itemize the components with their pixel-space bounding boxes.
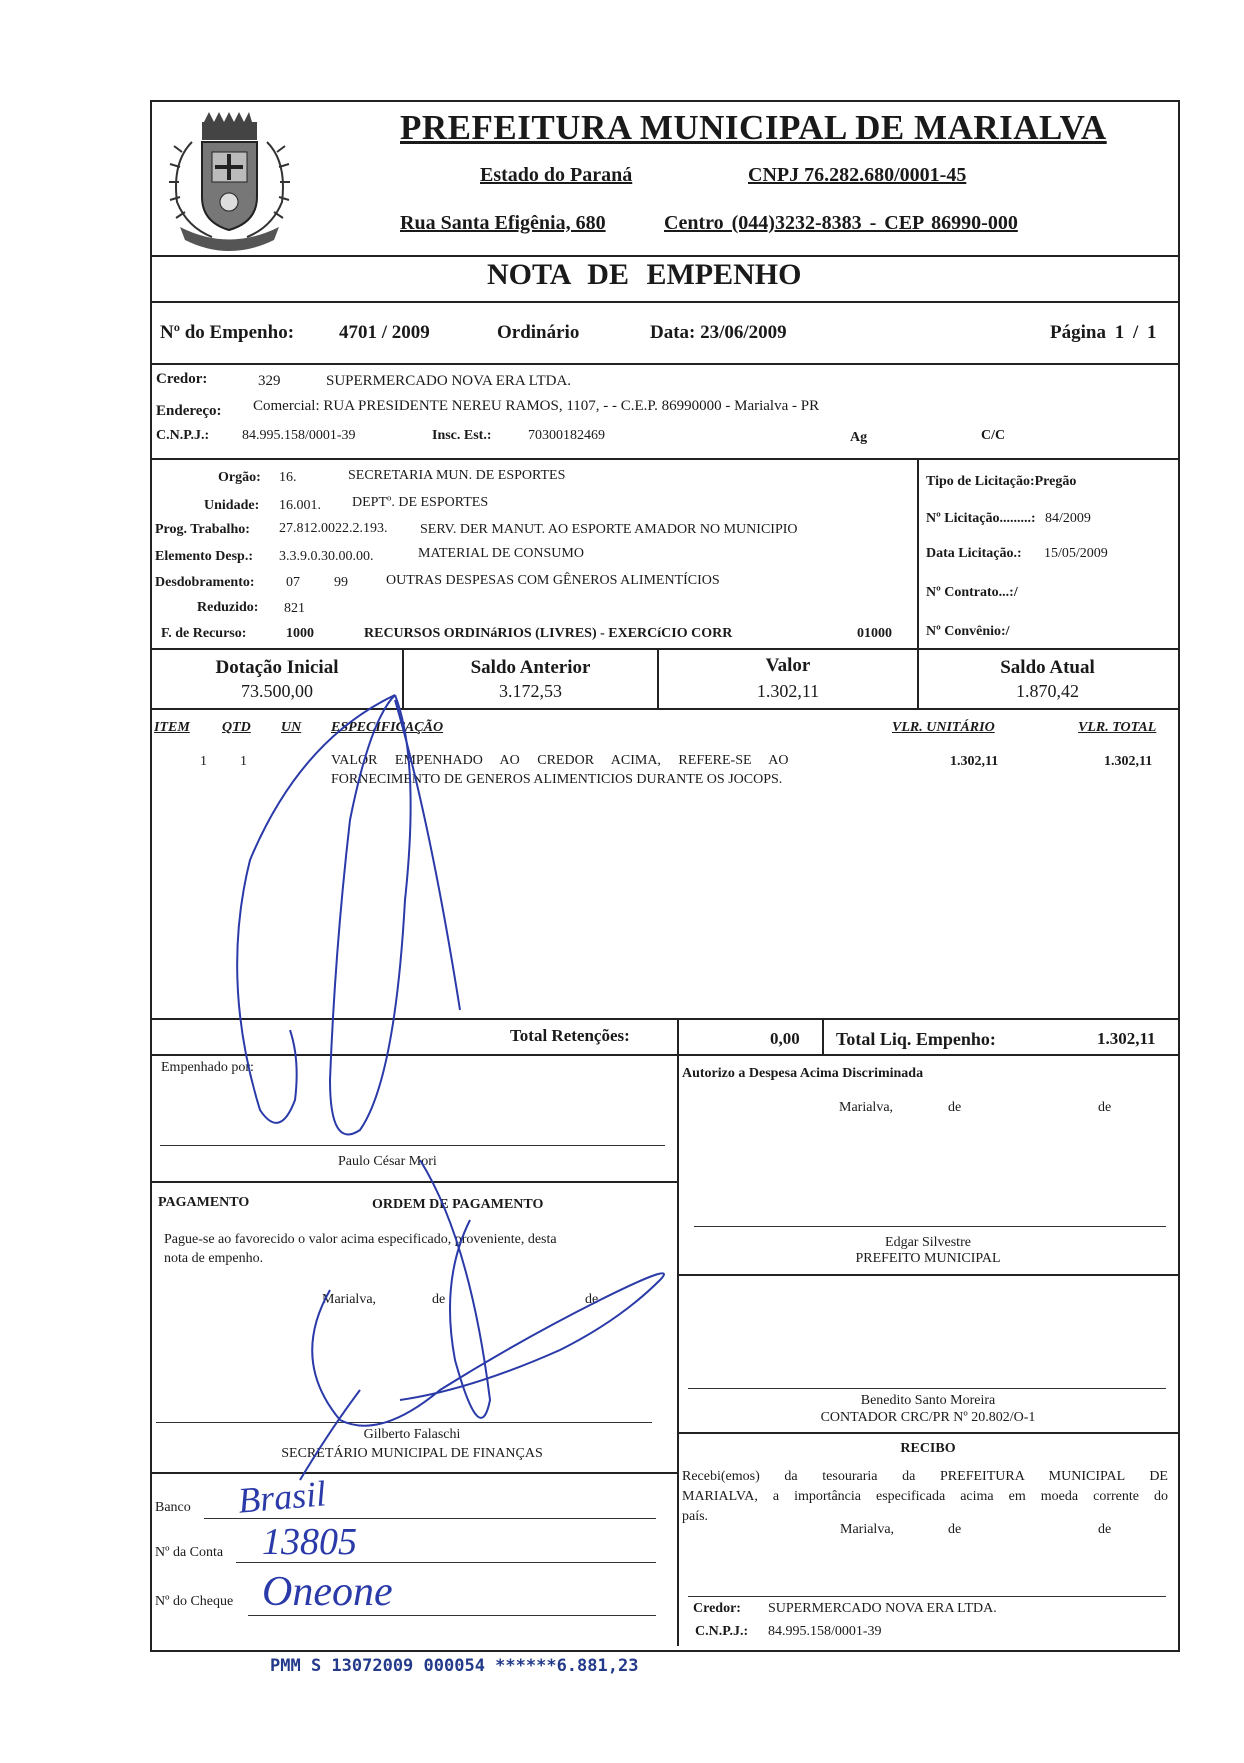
unidade-label: Unidade: xyxy=(204,498,260,513)
col-un: UN xyxy=(281,720,302,735)
credor-label: Credor: xyxy=(156,371,208,387)
secretario-role: SECRETÁRIO MUNICIPAL DE FINANÇAS xyxy=(281,1446,543,1461)
cheque-handwritten: Oneone xyxy=(262,1569,393,1615)
prefeito-role: PREFEITO MUNICIPAL xyxy=(855,1251,1001,1266)
item-number: 1 xyxy=(200,754,207,769)
item-unit-value: 1.302,11 xyxy=(950,754,999,769)
col-unit-value: VLR. UNITÁRIO xyxy=(892,720,995,735)
reduzido-value: 821 xyxy=(284,601,305,616)
pagamento-city: Marialva, xyxy=(322,1292,377,1307)
insc-label: Insc. Est.: xyxy=(432,428,492,443)
saldo-atual-label: Saldo Atual xyxy=(1000,657,1095,678)
secretario-name: Gilberto Falaschi xyxy=(363,1427,461,1442)
pagamento-label: PAGAMENTO xyxy=(158,1195,250,1210)
pagamento-de-2: de xyxy=(585,1292,599,1307)
desdobramento-code-1: 07 xyxy=(286,575,300,590)
orgao-code: 16. xyxy=(279,470,297,485)
empenhado-name: Paulo César Mori xyxy=(338,1154,437,1169)
recibo-cnpj: 84.995.158/0001-39 xyxy=(768,1624,882,1639)
saldo-anterior-label: Saldo Anterior xyxy=(470,657,591,678)
autorizo-city: Marialva, xyxy=(839,1100,894,1115)
pagamento-de-1: de xyxy=(432,1292,446,1307)
page-title: PREFEITURA MUNICIPAL DE MARIALVA xyxy=(400,108,1107,147)
banco-label: Banco xyxy=(155,1500,191,1515)
fonte-code: 1000 xyxy=(286,626,314,641)
ordem-pagamento-label: ORDEM DE PAGAMENTO xyxy=(372,1197,544,1212)
dotacao-inicial: 73.500,00 xyxy=(241,681,313,701)
pagamento-text-2: nota de empenho. xyxy=(164,1251,264,1266)
col-spec: ESPECIFICAÇÃO xyxy=(331,720,444,735)
total-liquido-label: Total Liq. Empenho: xyxy=(836,1029,996,1049)
saldo-atual: 1.870,42 xyxy=(1016,681,1079,701)
fonte-code-2: 01000 xyxy=(857,626,892,641)
prefeito-name: Edgar Silvestre xyxy=(885,1235,971,1250)
item-spec-line-1: VALOR EMPENHADO AO CREDOR ACIMA, REFERE-SE AO xyxy=(331,753,789,768)
licitacao-date: 15/05/2009 xyxy=(1044,546,1108,561)
contador-name: Benedito Santo Moreira xyxy=(860,1393,996,1408)
recibo-de-1: de xyxy=(948,1522,962,1537)
cheque-label: Nº do Cheque xyxy=(155,1594,234,1609)
insc-value: 70300182469 xyxy=(528,428,605,443)
empenhado-label: Empenhado por: xyxy=(161,1060,254,1075)
autorizo-de-2: de xyxy=(1098,1100,1112,1115)
empenho-date: Data: 23/06/2009 xyxy=(650,322,787,343)
desdobramento-code-2: 99 xyxy=(334,575,348,590)
total-retencoes-label: Total Retenções: xyxy=(510,1026,630,1045)
unidade-name: DEPTº. DE ESPORTES xyxy=(352,495,489,510)
recibo-label: RECIBO xyxy=(900,1441,956,1456)
elemento-code: 3.3.9.0.30.00.00. xyxy=(279,549,374,564)
payment-stamp: PMM S 13072009 000054 ******6.881,23 xyxy=(270,1656,639,1676)
recibo-city: Marialva, xyxy=(840,1522,895,1537)
recibo-text-3: país. xyxy=(682,1509,709,1524)
dotacao-inicial-label: Dotação Inicial xyxy=(215,657,339,678)
orgao-label: Orgão: xyxy=(218,470,261,485)
state-label: Estado do Paraná xyxy=(480,164,633,186)
desdobramento-name: OUTRAS DESPESAS COM GÊNEROS ALIMENTÍCIOS xyxy=(386,573,720,588)
elemento-name: MATERIAL DE CONSUMO xyxy=(418,546,584,561)
convenio-label: Nº Convênio:/ xyxy=(926,624,1010,639)
col-qtd: QTD xyxy=(222,720,251,735)
credor-cnpj: 84.995.158/0001-39 xyxy=(242,428,356,443)
autorizo-de-1: de xyxy=(948,1100,962,1115)
contador-role: CONTADOR CRC/PR Nº 20.802/O-1 xyxy=(820,1410,1036,1425)
recibo-de-2: de xyxy=(1098,1522,1112,1537)
recibo-text-2: MARIALVA, a importância especificada acima em moeda corrente do xyxy=(682,1489,1168,1504)
recibo-credor-label: Credor: xyxy=(693,1601,741,1616)
ag-label: Ag xyxy=(850,430,868,445)
cnpj-label: CNPJ 76.282.680/0001-45 xyxy=(748,164,967,186)
valor-label: Valor xyxy=(765,655,811,676)
fonte-name: RECURSOS ORDINáRIOS (LIVRES) - EXERCíCIO CORR xyxy=(364,626,733,641)
recibo-text-1: Recebi(emos) da tesouraria da PREFEITURA MUNICIPAL DE xyxy=(682,1469,1168,1484)
licitacao-number-label: Nº Licitação.........: xyxy=(926,511,1036,526)
desdobramento-label: Desdobramento: xyxy=(155,575,255,590)
page-number: Página 1 / 1 xyxy=(1050,322,1157,343)
contrato-label: Nº Contrato...:/ xyxy=(926,585,1018,600)
fonte-label: F. de Recurso: xyxy=(161,626,247,641)
district-phone-cep: Centro (044)3232-8383 - CEP 86990-000 xyxy=(664,212,1018,234)
valor: 1.302,11 xyxy=(756,681,820,701)
item-spec-line-2: FORNECIMENTO DE GENEROS ALIMENTICIOS DURANTE OS JOCOPS. xyxy=(331,772,783,787)
address-label: Rua Santa Efigênia, 680 xyxy=(400,212,606,234)
empenho-type: Ordinário xyxy=(497,322,580,343)
orgao-name: SECRETARIA MUN. DE ESPORTES xyxy=(348,468,566,483)
col-item: ITEM xyxy=(154,720,190,735)
unidade-code: 16.001. xyxy=(279,498,321,513)
endereco-label: Endereço: xyxy=(156,403,222,419)
cc-label: C/C xyxy=(981,428,1006,443)
total-liquido: 1.302,11 xyxy=(1097,1029,1156,1048)
banco-handwritten: Brasil xyxy=(236,1473,328,1521)
licitacao-number: 84/2009 xyxy=(1045,511,1091,526)
prog-code: 27.812.0022.2.193. xyxy=(279,521,388,536)
item-total-value: 1.302,11 xyxy=(1104,754,1153,769)
reduzido-label: Reduzido: xyxy=(197,600,259,615)
tipo-licitacao: Tipo de Licitação:Pregão xyxy=(926,474,1077,489)
recibo-credor: SUPERMERCADO NOVA ERA LTDA. xyxy=(768,1601,997,1616)
prog-label: Prog. Trabalho: xyxy=(155,522,250,537)
total-retencoes: 0,00 xyxy=(770,1029,800,1048)
credor-cnpj-label: C.N.P.J.: xyxy=(156,428,210,443)
saldo-anterior: 3.172,53 xyxy=(499,681,562,701)
recibo-cnpj-label: C.N.P.J.: xyxy=(695,1624,749,1639)
item-qtd: 1 xyxy=(240,754,247,769)
document-title: NOTA DE EMPENHO xyxy=(487,258,802,291)
credor-name: SUPERMERCADO NOVA ERA LTDA. xyxy=(326,373,572,389)
prog-name: SERV. DER MANUT. AO ESPORTE AMADOR NO MUNICIPIO xyxy=(420,522,798,537)
elemento-label: Elemento Desp.: xyxy=(155,549,253,564)
col-total-value: VLR. TOTAL xyxy=(1078,720,1157,735)
empenho-number-label: Nº do Empenho: xyxy=(160,322,295,343)
conta-label: Nº da Conta xyxy=(155,1545,224,1560)
pagamento-text-1: Pague-se ao favorecido o valor acima especificado, proveniente, desta xyxy=(164,1232,557,1247)
licitacao-date-label: Data Licitação.: xyxy=(926,546,1022,561)
credor-address: Comercial: RUA PRESIDENTE NEREU RAMOS, 1107, - - C.E.P. 86990000 - Marialva - PR xyxy=(253,398,820,414)
credor-code: 329 xyxy=(258,373,281,389)
empenho-number: 4701 / 2009 xyxy=(339,322,430,343)
autorizo-label: Autorizo a Despesa Acima Discriminada xyxy=(682,1066,924,1081)
conta-handwritten: 13805 xyxy=(262,1521,357,1563)
